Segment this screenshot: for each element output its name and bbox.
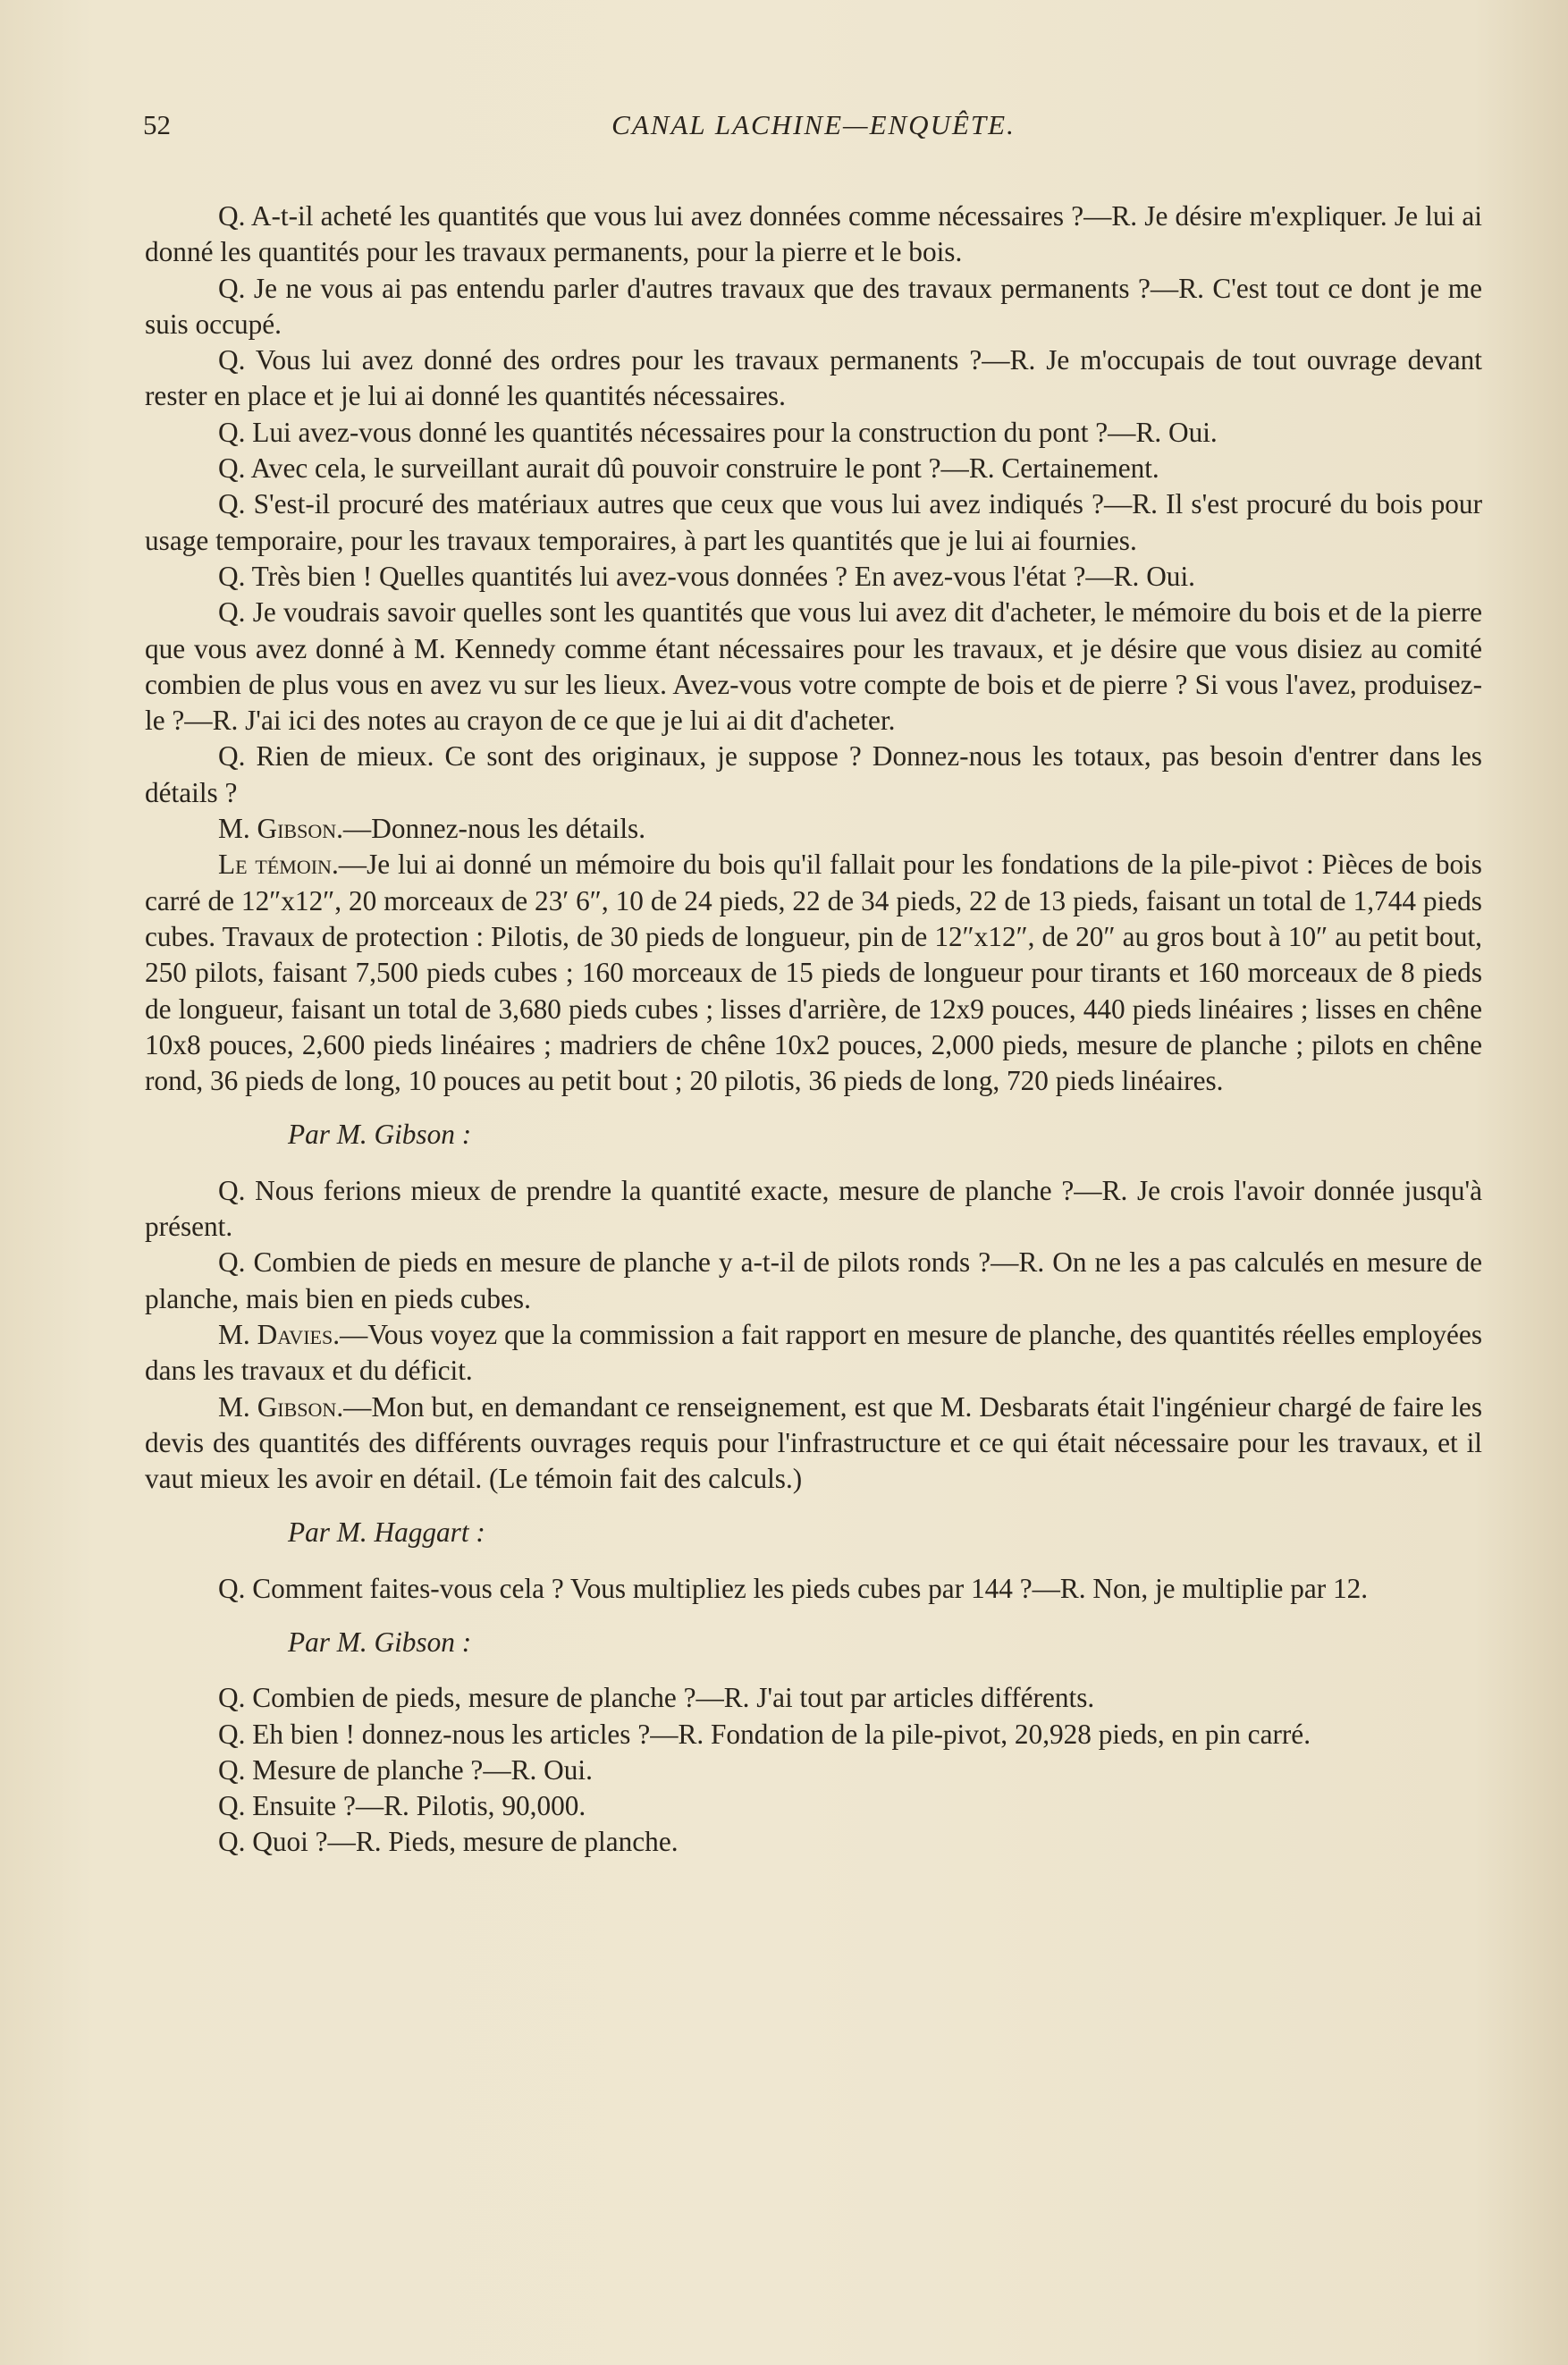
section-heading: Par M. Gibson : xyxy=(288,1626,472,1658)
paragraph: Q. Comment faites-vous cela ? Vous multipliez les pieds cubes par 144 ?—R. Non, je multiplie par 12. xyxy=(218,1572,1369,1604)
paragraph: Q. Avec cela, le surveillant aurait dû pouvoir construire le pont ?—R. Certainement. xyxy=(218,452,1159,485)
running-head: CANAL LACHINE—ENQUÊTE. xyxy=(611,109,1016,140)
speaker-text: —Mon but, en demandant ce renseignement, est que M. Desbarats était l'ingénieur chargé de faire les devis des quantités des différents ouvrages requis pour l'infrastructure et ce qui était nécessaire pour les travaux, et il vaut mieux les avoir en détail. (Le témoin fait des calculs.) xyxy=(145,1390,1482,1495)
paragraph: Q. Très bien ! Quelles quantités lui avez-vous données ? En avez-vous l'état ?—R. Oui. xyxy=(218,560,1195,592)
speaker-paragraph xyxy=(145,811,1482,847)
paragraph: Q. S'est-il procuré des matériaux autres que ceux que vous lui avez indiqués ?—R. Il s'est procuré du bois pour usage temporaire, pour les travaux temporaires, à part les quantités que je lui ai fournies. xyxy=(145,488,1482,556)
speaker-name: M. Gibson. xyxy=(218,1390,344,1423)
paragraph: Q. Combien de pieds en mesure de planche y a-t-il de pilots ronds ?—R. On ne les a pas calculés en mesure de planche, mais bien en pieds cubes. xyxy=(145,1246,1482,1314)
paragraph: Q. Lui avez-vous donné les quantités nécessaires pour la construction du pont ?—R. Oui. xyxy=(218,416,1218,448)
paragraph: Q. Mesure de planche ?—R. Oui. xyxy=(218,1753,593,1786)
speaker-name: M. Davies. xyxy=(218,1318,341,1350)
speaker-text: —Donnez-nous les détails. xyxy=(342,813,646,845)
section-heading: Par M. Haggart : xyxy=(288,1516,485,1549)
paragraph: Q. Je voudrais savoir quelles sont les quantités que vous lui avez dit d'acheter, le mémoire du bois et de la pierre que vous avez donné à M. Kennedy comme étant nécessaires pour les travaux, et je désire que vous disiez au comité combien de plus vous en avez vu sur les lieux. Avez-vous votre compte de bois et de pierre ? Si vous l'avez, produisez-le ?—R. J'ai ici des notes au crayon de ce que je lui ai dit d'acheter. xyxy=(145,596,1482,737)
paragraph: Q. A-t-il acheté les quantités que vous lui avez données comme nécessaires ?—R. Je désire m'expliquer. Je lui ai donné les quantités pour les travaux permanents, pour la pierre et le bois. xyxy=(145,200,1482,268)
paragraph: Q. Rien de mieux. Ce sont des originaux, je suppose ? Donnez-nous les totaux, pas besoin d'entrer dans les détails ? xyxy=(145,740,1482,808)
speaker-paragraph xyxy=(145,847,1482,1099)
page-header xyxy=(143,109,1484,154)
speaker-text: —Je lui ai donné un mémoire du bois qu'il fallait pour les fondations de la pile-pivot : Pièces de bois carré de 12″x12″, 20 morceaux de 23′ 6″, 10 de 24 pieds, 22 de 34 pieds, 22 de 13 pieds, faisant un total de 1,744 pieds cubes. Travaux de protection : Pilotis, de 30 pieds de longueur, pin de 12″x12″, de 20″ au gros bout à 10″ au petit bout, 250 pilots, faisant 7,500 pieds cubes ; 160 morceaux de 15 pieds de longueur pour tirants et 160 morceaux de 8 pieds de longueur, faisant un total de 3,680 pieds cubes ; lisses d'arrière, de 12x9 pouces, 440 pieds linéaires ; lisses en chêne 10x8 pouces, 2,600 pieds linéaires ; madriers de chêne 10x2 pouces, 2,000 pieds, mesure de planche ; pilots en chêne rond, 36 pieds de long, 10 pouces au petit bout ; 20 pilotis, 36 pieds de long, 720 pieds linéaires. xyxy=(145,849,1482,1097)
speaker-name: M. Gibson. xyxy=(218,813,343,845)
speaker-paragraph xyxy=(145,1389,1482,1498)
page-number: 52 xyxy=(143,109,171,140)
speaker-name: Le témoin. xyxy=(218,849,339,881)
paragraph: Q. Vous lui avez donné des ordres pour les travaux permanents ?—R. Je m'occupais de tout ouvrage devant rester en place et je lui ai donné les quantités nécessaires. xyxy=(145,344,1482,412)
speaker-paragraph xyxy=(145,1317,1482,1389)
paragraph: Q. Nous ferions mieux de prendre la quantité exacte, mesure de planche ?—R. Je crois l'avoir donnée jusqu'à présent. xyxy=(145,1174,1482,1243)
document-body xyxy=(145,198,1482,1861)
paragraph: Q. Je ne vous ai pas entendu parler d'autres travaux que des travaux permanents ?—R. C'est tout ce dont je me suis occupé. xyxy=(145,272,1482,340)
paragraph: Q. Combien de pieds, mesure de planche ?—R. J'ai tout par articles différents. xyxy=(218,1682,1095,1714)
paragraph: Q. Ensuite ?—R. Pilotis, 90,000. xyxy=(218,1790,586,1822)
section-heading: Par M. Gibson : xyxy=(288,1119,472,1151)
paragraph: Q. Quoi ?—R. Pieds, mesure de planche. xyxy=(218,1826,679,1858)
speaker-text: —Vous voyez que la commission a fait rapport en mesure de planche, des quantités réelles employées dans les travaux et du déficit. xyxy=(145,1318,1482,1387)
paragraph: Q. Eh bien ! donnez-nous les articles ?—R. Fondation de la pile-pivot, 20,928 pieds, en pin carré. xyxy=(218,1718,1311,1750)
